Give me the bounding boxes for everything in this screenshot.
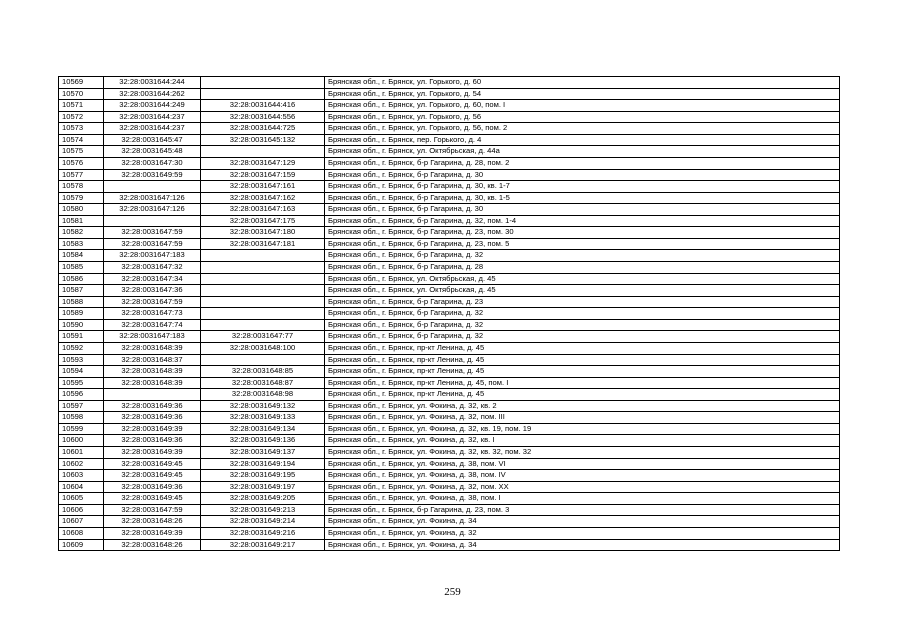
cadastral-number-cell: 32:28:0031649:39 xyxy=(104,447,201,459)
building-cadastral-number-cell: 32:28:0031647:77 xyxy=(201,331,325,343)
table-row xyxy=(59,481,840,493)
building-cadastral-number-cell: 32:28:0031645:132 xyxy=(201,134,325,146)
cadastral-number-cell: 32:28:0031644:244 xyxy=(104,77,201,89)
building-cadastral-number-cell: 32:28:0031647:161 xyxy=(201,181,325,193)
cadastral-number-cell: 32:28:0031648:26 xyxy=(104,539,201,551)
building-cadastral-number-cell: 32:28:0031647:175 xyxy=(201,215,325,227)
row-number-cell: 10569 xyxy=(59,77,104,89)
table-row xyxy=(59,134,840,146)
row-number-cell: 10584 xyxy=(59,250,104,262)
cadastral-number-cell: 32:28:0031649:45 xyxy=(104,458,201,470)
row-number-cell: 10572 xyxy=(59,111,104,123)
address-cell: Брянская обл., г. Брянск, б-р Гагарина, д. 30, кв. 1-5 xyxy=(325,192,840,204)
cadastral-number-cell: 32:28:0031649:45 xyxy=(104,470,201,482)
row-number-cell: 10595 xyxy=(59,377,104,389)
address-cell: Брянская обл., г. Брянск, пр-кт Ленина, д. 45, пом. I xyxy=(325,377,840,389)
address-cell: Брянская обл., г. Брянск, б-р Гагарина, д. 23 xyxy=(325,296,840,308)
cadastral-number-cell: 32:28:0031645:48 xyxy=(104,146,201,158)
table-row xyxy=(59,215,840,227)
row-number-cell: 10571 xyxy=(59,100,104,112)
table-row xyxy=(59,435,840,447)
table-row xyxy=(59,296,840,308)
address-cell: Брянская обл., г. Брянск, ул. Горького, д. 60, пом. I xyxy=(325,100,840,112)
row-number-cell: 10580 xyxy=(59,204,104,216)
address-cell: Брянская обл., г. Брянск, б-р Гагарина, д. 28 xyxy=(325,262,840,274)
cadastral-number-cell: 32:28:0031647:59 xyxy=(104,238,201,250)
building-cadastral-number-cell xyxy=(201,77,325,89)
cadastral-number-cell: 32:28:0031648:37 xyxy=(104,354,201,366)
cadastral-number-cell: 32:28:0031649:59 xyxy=(104,169,201,181)
table-row xyxy=(59,423,840,435)
cadastral-number-cell: 32:28:0031644:249 xyxy=(104,100,201,112)
row-number-cell: 10592 xyxy=(59,342,104,354)
address-cell: Брянская обл., г. Брянск, ул. Фокина, д. 32, кв. I xyxy=(325,435,840,447)
cadastral-number-cell: 32:28:0031649:36 xyxy=(104,435,201,447)
address-cell: Брянская обл., г. Брянск, пер. Горького, д. 4 xyxy=(325,134,840,146)
building-cadastral-number-cell: 32:28:0031647:159 xyxy=(201,169,325,181)
address-cell: Брянская обл., г. Брянск, ул. Фокина, д. 38, пом. IV xyxy=(325,470,840,482)
table-row xyxy=(59,504,840,516)
building-cadastral-number-cell: 32:28:0031648:100 xyxy=(201,342,325,354)
address-cell: Брянская обл., г. Брянск, ул. Октябрьская, д. 45 xyxy=(325,273,840,285)
address-cell: Брянская обл., г. Брянск, ул. Фокина, д. 32 xyxy=(325,527,840,539)
building-cadastral-number-cell xyxy=(201,319,325,331)
cadastral-number-cell: 32:28:0031648:39 xyxy=(104,342,201,354)
building-cadastral-number-cell: 32:28:0031644:416 xyxy=(201,100,325,112)
cadastral-number-cell: 32:28:0031649:36 xyxy=(104,400,201,412)
building-cadastral-number-cell xyxy=(201,273,325,285)
table-row xyxy=(59,377,840,389)
address-cell: Брянская обл., г. Брянск, пр-кт Ленина, д. 45 xyxy=(325,389,840,401)
building-cadastral-number-cell: 32:28:0031647:181 xyxy=(201,238,325,250)
row-number-cell: 10597 xyxy=(59,400,104,412)
row-number-cell: 10603 xyxy=(59,470,104,482)
building-cadastral-number-cell: 32:28:0031647:129 xyxy=(201,157,325,169)
row-number-cell: 10577 xyxy=(59,169,104,181)
table-row xyxy=(59,400,840,412)
page-number: 259 xyxy=(444,586,461,598)
cadastral-number-cell: 32:28:0031647:59 xyxy=(104,296,201,308)
building-cadastral-number-cell: 32:28:0031649:132 xyxy=(201,400,325,412)
row-number-cell: 10576 xyxy=(59,157,104,169)
row-number-cell: 10583 xyxy=(59,238,104,250)
row-number-cell: 10587 xyxy=(59,285,104,297)
row-number-cell: 10570 xyxy=(59,88,104,100)
row-number-cell: 10591 xyxy=(59,331,104,343)
address-cell: Брянская обл., г. Брянск, ул. Фокина, д. 32, кв. 2 xyxy=(325,400,840,412)
address-cell: Брянская обл., г. Брянск, ул. Фокина, д. 38, пом. VI xyxy=(325,458,840,470)
building-cadastral-number-cell: 32:28:0031648:98 xyxy=(201,389,325,401)
row-number-cell: 10589 xyxy=(59,308,104,320)
row-number-cell: 10574 xyxy=(59,134,104,146)
cadastral-number-cell: 32:28:0031647:30 xyxy=(104,157,201,169)
row-number-cell: 10599 xyxy=(59,423,104,435)
cadastral-number-cell: 32:28:0031649:36 xyxy=(104,481,201,493)
building-cadastral-number-cell xyxy=(201,354,325,366)
address-cell: Брянская обл., г. Брянск, б-р Гагарина, д. 30 xyxy=(325,204,840,216)
row-number-cell: 10604 xyxy=(59,481,104,493)
table-row xyxy=(59,100,840,112)
address-cell: Брянская обл., г. Брянск, ул. Горького, д. 54 xyxy=(325,88,840,100)
building-cadastral-number-cell: 32:28:0031649:205 xyxy=(201,493,325,505)
building-cadastral-number-cell: 32:28:0031648:87 xyxy=(201,377,325,389)
address-cell: Брянская обл., г. Брянск, пр-кт Ленина, д. 45 xyxy=(325,354,840,366)
address-cell: Брянская обл., г. Брянск, б-р Гагарина, д. 23, пом. 3 xyxy=(325,504,840,516)
table-row xyxy=(59,227,840,239)
address-cell: Брянская обл., г. Брянск, ул. Горького, д. 60 xyxy=(325,77,840,89)
address-cell: Брянская обл., г. Брянск, ул. Горького, д. 56, пом. 2 xyxy=(325,123,840,135)
row-number-cell: 10596 xyxy=(59,389,104,401)
table-row xyxy=(59,181,840,193)
building-cadastral-number-cell: 32:28:0031649:197 xyxy=(201,481,325,493)
table-row xyxy=(59,331,840,343)
cadastral-number-cell: 32:28:0031648:39 xyxy=(104,377,201,389)
building-cadastral-number-cell: 32:28:0031647:163 xyxy=(201,204,325,216)
row-number-cell: 10585 xyxy=(59,262,104,274)
row-number-cell: 10605 xyxy=(59,493,104,505)
address-cell: Брянская обл., г. Брянск, б-р Гагарина, д. 23, пом. 30 xyxy=(325,227,840,239)
address-cell: Брянская обл., г. Брянск, пр-кт Ленина, д. 45 xyxy=(325,342,840,354)
building-cadastral-number-cell: 32:28:0031649:194 xyxy=(201,458,325,470)
registry-table xyxy=(58,76,840,551)
address-cell: Брянская обл., г. Брянск, ул. Фокина, д. 38, пом. I xyxy=(325,493,840,505)
row-number-cell: 10575 xyxy=(59,146,104,158)
address-cell: Брянская обл., г. Брянск, б-р Гагарина, д. 32 xyxy=(325,331,840,343)
building-cadastral-number-cell: 32:28:0031649:216 xyxy=(201,527,325,539)
cadastral-number-cell: 32:28:0031644:237 xyxy=(104,123,201,135)
row-number-cell: 10606 xyxy=(59,504,104,516)
table-row xyxy=(59,516,840,528)
cadastral-number-cell: 32:28:0031647:34 xyxy=(104,273,201,285)
building-cadastral-number-cell: 32:28:0031647:162 xyxy=(201,192,325,204)
address-cell: Брянская обл., г. Брянск, б-р Гагарина, д. 32 xyxy=(325,250,840,262)
building-cadastral-number-cell xyxy=(201,146,325,158)
row-number-cell: 10573 xyxy=(59,123,104,135)
table-row xyxy=(59,111,840,123)
table-row xyxy=(59,169,840,181)
table-row xyxy=(59,366,840,378)
building-cadastral-number-cell: 32:28:0031649:217 xyxy=(201,539,325,551)
row-number-cell: 10588 xyxy=(59,296,104,308)
cadastral-number-cell: 32:28:0031644:237 xyxy=(104,111,201,123)
address-cell: Брянская обл., г. Брянск, пр-кт Ленина, д. 45 xyxy=(325,366,840,378)
row-number-cell: 10600 xyxy=(59,435,104,447)
cadastral-number-cell: 32:28:0031647:183 xyxy=(104,250,201,262)
row-number-cell: 10593 xyxy=(59,354,104,366)
address-cell: Брянская обл., г. Брянск, ул. Октябрьская, д. 44а xyxy=(325,146,840,158)
cadastral-number-cell xyxy=(104,215,201,227)
cadastral-number-cell xyxy=(104,389,201,401)
building-cadastral-number-cell xyxy=(201,285,325,297)
row-number-cell: 10594 xyxy=(59,366,104,378)
address-cell: Брянская обл., г. Брянск, ул. Горького, д. 56 xyxy=(325,111,840,123)
table-row xyxy=(59,204,840,216)
cadastral-number-cell: 32:28:0031649:39 xyxy=(104,527,201,539)
table-row xyxy=(59,527,840,539)
address-cell: Брянская обл., г. Брянск, б-р Гагарина, д. 32 xyxy=(325,308,840,320)
table-row xyxy=(59,319,840,331)
table-row xyxy=(59,470,840,482)
address-cell: Брянская обл., г. Брянск, ул. Фокина, д. 34 xyxy=(325,539,840,551)
cadastral-number-cell: 32:28:0031647:126 xyxy=(104,192,201,204)
cadastral-number-cell: 32:28:0031647:32 xyxy=(104,262,201,274)
cadastral-number-cell: 32:28:0031644:262 xyxy=(104,88,201,100)
address-cell: Брянская обл., г. Брянск, б-р Гагарина, д. 30, кв. 1-7 xyxy=(325,181,840,193)
registry-table-body xyxy=(59,77,840,551)
table-row xyxy=(59,447,840,459)
address-cell: Брянская обл., г. Брянск, ул. Фокина, д. 32, пом. III xyxy=(325,412,840,424)
row-number-cell: 10608 xyxy=(59,527,104,539)
row-number-cell: 10598 xyxy=(59,412,104,424)
address-cell: Брянская обл., г. Брянск, б-р Гагарина, д. 28, пом. 2 xyxy=(325,157,840,169)
address-cell: Брянская обл., г. Брянск, б-р Гагарина, д. 32 xyxy=(325,319,840,331)
address-cell: Брянская обл., г. Брянск, ул. Октябрьская, д. 45 xyxy=(325,285,840,297)
cadastral-number-cell: 32:28:0031647:73 xyxy=(104,308,201,320)
cadastral-number-cell: 32:28:0031647:183 xyxy=(104,331,201,343)
building-cadastral-number-cell xyxy=(201,88,325,100)
table-row xyxy=(59,157,840,169)
address-cell: Брянская обл., г. Брянск, б-р Гагарина, д. 30 xyxy=(325,169,840,181)
building-cadastral-number-cell xyxy=(201,296,325,308)
table-row xyxy=(59,273,840,285)
row-number-cell: 10609 xyxy=(59,539,104,551)
table-row xyxy=(59,493,840,505)
table-row xyxy=(59,262,840,274)
address-cell: Брянская обл., г. Брянск, ул. Фокина, д. 32, пом. XX xyxy=(325,481,840,493)
cadastral-number-cell: 32:28:0031649:45 xyxy=(104,493,201,505)
table-row xyxy=(59,389,840,401)
row-number-cell: 10586 xyxy=(59,273,104,285)
table-row xyxy=(59,238,840,250)
building-cadastral-number-cell: 32:28:0031649:137 xyxy=(201,447,325,459)
table-row xyxy=(59,77,840,89)
table-row xyxy=(59,412,840,424)
row-number-cell: 10590 xyxy=(59,319,104,331)
cadastral-number-cell: 32:28:0031649:39 xyxy=(104,423,201,435)
cadastral-number-cell: 32:28:0031645:47 xyxy=(104,134,201,146)
building-cadastral-number-cell: 32:28:0031649:136 xyxy=(201,435,325,447)
table-row xyxy=(59,342,840,354)
table-row xyxy=(59,308,840,320)
table-row xyxy=(59,123,840,135)
address-cell: Брянская обл., г. Брянск, б-р Гагарина, д. 32, пом. 1-4 xyxy=(325,215,840,227)
row-number-cell: 10601 xyxy=(59,447,104,459)
table-row xyxy=(59,146,840,158)
building-cadastral-number-cell: 32:28:0031648:85 xyxy=(201,366,325,378)
table-row xyxy=(59,88,840,100)
table-row xyxy=(59,354,840,366)
building-cadastral-number-cell xyxy=(201,250,325,262)
row-number-cell: 10581 xyxy=(59,215,104,227)
building-cadastral-number-cell: 32:28:0031649:133 xyxy=(201,412,325,424)
row-number-cell: 10607 xyxy=(59,516,104,528)
cadastral-number-cell: 32:28:0031647:36 xyxy=(104,285,201,297)
building-cadastral-number-cell: 32:28:0031649:214 xyxy=(201,516,325,528)
table-row xyxy=(59,539,840,551)
building-cadastral-number-cell xyxy=(201,262,325,274)
cadastral-number-cell: 32:28:0031648:39 xyxy=(104,366,201,378)
row-number-cell: 10602 xyxy=(59,458,104,470)
table-row xyxy=(59,192,840,204)
table-row xyxy=(59,250,840,262)
table-row xyxy=(59,285,840,297)
building-cadastral-number-cell: 32:28:0031647:180 xyxy=(201,227,325,239)
building-cadastral-number-cell xyxy=(201,308,325,320)
cadastral-number-cell: 32:28:0031647:74 xyxy=(104,319,201,331)
address-cell: Брянская обл., г. Брянск, ул. Фокина, д. 34 xyxy=(325,516,840,528)
building-cadastral-number-cell: 32:28:0031644:556 xyxy=(201,111,325,123)
address-cell: Брянская обл., г. Брянск, ул. Фокина, д. 32, кв. 32, пом. 32 xyxy=(325,447,840,459)
table-row xyxy=(59,458,840,470)
cadastral-number-cell: 32:28:0031649:36 xyxy=(104,412,201,424)
address-cell: Брянская обл., г. Брянск, ул. Фокина, д. 32, кв. 19, пом. 19 xyxy=(325,423,840,435)
cadastral-number-cell: 32:28:0031647:59 xyxy=(104,227,201,239)
building-cadastral-number-cell: 32:28:0031649:213 xyxy=(201,504,325,516)
cadastral-number-cell: 32:28:0031648:26 xyxy=(104,516,201,528)
address-cell: Брянская обл., г. Брянск, б-р Гагарина, д. 23, пом. 5 xyxy=(325,238,840,250)
building-cadastral-number-cell: 32:28:0031649:134 xyxy=(201,423,325,435)
cadastral-number-cell xyxy=(104,181,201,193)
building-cadastral-number-cell: 32:28:0031644:725 xyxy=(201,123,325,135)
building-cadastral-number-cell: 32:28:0031649:195 xyxy=(201,470,325,482)
row-number-cell: 10582 xyxy=(59,227,104,239)
row-number-cell: 10578 xyxy=(59,181,104,193)
cadastral-number-cell: 32:28:0031647:59 xyxy=(104,504,201,516)
cadastral-number-cell: 32:28:0031647:126 xyxy=(104,204,201,216)
row-number-cell: 10579 xyxy=(59,192,104,204)
